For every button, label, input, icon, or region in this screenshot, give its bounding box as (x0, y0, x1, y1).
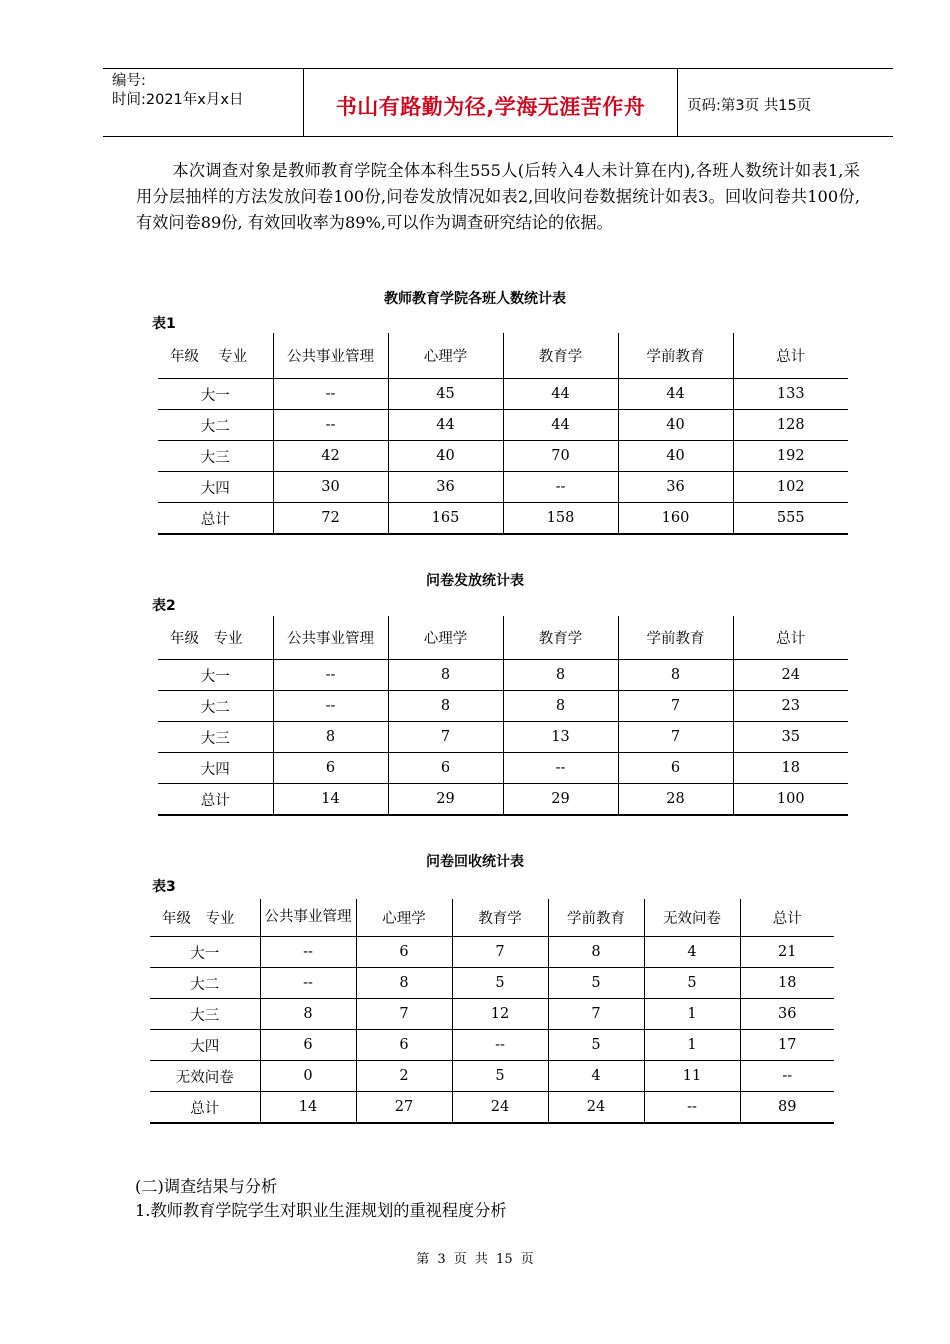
table-cell: 40 (618, 441, 733, 472)
table-cell: 89 (740, 1092, 834, 1124)
table-cell: 4 (644, 937, 740, 968)
table-cell: 7 (452, 937, 548, 968)
column-header: 心理学 (388, 333, 503, 379)
table-cell: 8 (273, 722, 388, 753)
table-cell: 24 (548, 1092, 644, 1124)
table-cell: -- (273, 660, 388, 691)
page-header (103, 68, 893, 137)
header-row (158, 333, 848, 379)
table-cell: 8 (548, 937, 644, 968)
table-row (150, 1061, 834, 1092)
table-cell: 5 (548, 1030, 644, 1061)
table-cell: 23 (733, 691, 848, 722)
table-cell: -- (260, 968, 356, 999)
header-row (158, 616, 848, 660)
row-label: 总计 (158, 503, 273, 535)
table-cell: 36 (618, 472, 733, 503)
table-cell: 5 (644, 968, 740, 999)
corner-header: 年级 专业 (158, 333, 273, 379)
table-cell: 133 (733, 379, 848, 410)
table-cell: 1 (644, 1030, 740, 1061)
table-cell: 44 (503, 410, 618, 441)
table-cell: 8 (503, 660, 618, 691)
table-row (158, 410, 848, 441)
table-cell: -- (273, 410, 388, 441)
table2-caption: 问卷发放统计表 (426, 573, 524, 589)
table-row (158, 660, 848, 691)
table-cell: 6 (618, 753, 733, 784)
table-cell: 7 (618, 691, 733, 722)
header-motto (304, 69, 678, 136)
table-cell: 24 (733, 660, 848, 691)
table-cell: 44 (618, 379, 733, 410)
table-cell: 28 (618, 784, 733, 816)
table-cell: 44 (388, 410, 503, 441)
table-cell: -- (503, 753, 618, 784)
table-cell: 40 (388, 441, 503, 472)
table-cell: 36 (388, 472, 503, 503)
column-header: 总计 (733, 616, 848, 660)
table-cell: 8 (388, 660, 503, 691)
table1-caption: 教师教育学院各班人数统计表 (384, 291, 566, 307)
table-cell: 7 (356, 999, 452, 1030)
table-row (158, 472, 848, 503)
table-row (158, 503, 848, 535)
table-row (158, 691, 848, 722)
table-cell: -- (273, 691, 388, 722)
table1-label: 表1 (152, 316, 176, 332)
table-cell: 6 (356, 937, 452, 968)
table3-label: 表3 (152, 879, 176, 895)
table-cell: 158 (503, 503, 618, 535)
page-code: 页码:第3页 共15页 (687, 98, 812, 114)
table-row (158, 722, 848, 753)
column-header: 心理学 (356, 899, 452, 937)
column-header: 总计 (740, 899, 834, 937)
column-header: 教育学 (503, 333, 618, 379)
table-cell: 5 (548, 968, 644, 999)
row-label: 总计 (158, 784, 273, 816)
table-cell: 192 (733, 441, 848, 472)
table-cell: 102 (733, 472, 848, 503)
row-label: 大四 (158, 472, 273, 503)
table-row (158, 784, 848, 816)
row-label: 大二 (150, 968, 260, 999)
header-page-code (678, 69, 893, 136)
column-header: 公共事业管理 (260, 899, 356, 937)
table-cell: 8 (388, 691, 503, 722)
table-cell: 6 (356, 1030, 452, 1061)
table-cell: 13 (503, 722, 618, 753)
table-cell: 6 (388, 753, 503, 784)
table-cell: 1 (644, 999, 740, 1030)
table3-caption: 问卷回收统计表 (426, 854, 524, 870)
table-cell: -- (260, 937, 356, 968)
column-header: 无效问卷 (644, 899, 740, 937)
table-cell: 35 (733, 722, 848, 753)
table-row (158, 379, 848, 410)
table-cell: 11 (644, 1061, 740, 1092)
row-label: 大三 (158, 722, 273, 753)
table-cell: 8 (618, 660, 733, 691)
serial-label: 编号: (112, 73, 146, 89)
table-cell: 8 (356, 968, 452, 999)
table-cell: -- (644, 1092, 740, 1124)
intro-paragraph (136, 158, 860, 236)
table-cell: 36 (740, 999, 834, 1030)
table-cell: 4 (548, 1061, 644, 1092)
table-cell: 45 (388, 379, 503, 410)
table-cell: -- (740, 1061, 834, 1092)
header-row (150, 899, 834, 937)
table-row (158, 441, 848, 472)
table-cell: 21 (740, 937, 834, 968)
row-label: 总计 (150, 1092, 260, 1124)
table-cell: 165 (388, 503, 503, 535)
table-cell: 72 (273, 503, 388, 535)
table-row (150, 968, 834, 999)
table-cell: 2 (356, 1061, 452, 1092)
table-cell: 7 (548, 999, 644, 1030)
table-cell: 18 (733, 753, 848, 784)
row-label: 大四 (158, 753, 273, 784)
table-cell: 12 (452, 999, 548, 1030)
table-cell: 6 (260, 1030, 356, 1061)
intro-text: 本次调查对象是教师教育学院全体本科生555人(后转入4人未计算在内),各班人数统计如表1,采用分层抽样的方法发放问卷100份,问卷发放情况如表2,回收问卷数据统计如表3。回收问卷共100份,有效问卷89份, 有效回收率为89%,可以作为调查研究结论的依据。 (136, 161, 860, 232)
column-header: 心理学 (388, 616, 503, 660)
table1 (158, 333, 848, 535)
table-row (150, 1092, 834, 1124)
table-cell: 6 (273, 753, 388, 784)
row-label: 大三 (158, 441, 273, 472)
column-header: 公共事业管理 (273, 616, 388, 660)
table-cell: 5 (452, 1061, 548, 1092)
table-cell: 44 (503, 379, 618, 410)
table-cell: 30 (273, 472, 388, 503)
table-cell: 555 (733, 503, 848, 535)
table-cell: 14 (273, 784, 388, 816)
corner-header: 年级 专业 (158, 616, 273, 660)
column-header: 公共事业管理 (273, 333, 388, 379)
row-label: 大二 (158, 691, 273, 722)
column-header: 总计 (733, 333, 848, 379)
table-cell: 8 (503, 691, 618, 722)
section-heading: (二)调查结果与分析 (135, 1177, 278, 1196)
table-cell: 17 (740, 1030, 834, 1061)
table2 (158, 616, 848, 816)
subsection-heading: 1.教师教育学院学生对职业生涯规划的重视程度分析 (135, 1201, 507, 1220)
table-row (150, 937, 834, 968)
table-cell: 40 (618, 410, 733, 441)
table-cell: -- (452, 1030, 548, 1061)
motto-text: 书山有路勤为径,学海无涯苦作舟 (335, 95, 646, 119)
page-footer: 第 3 页 共 15 页 (416, 1252, 534, 1267)
table-cell: 70 (503, 441, 618, 472)
table-cell: 29 (503, 784, 618, 816)
table2-label: 表2 (152, 598, 176, 614)
row-label: 大一 (158, 379, 273, 410)
table-row (158, 753, 848, 784)
header-meta (103, 69, 304, 136)
table-cell: -- (503, 472, 618, 503)
column-header: 学前教育 (548, 899, 644, 937)
row-label: 无效问卷 (150, 1061, 260, 1092)
table-cell: 24 (452, 1092, 548, 1124)
row-label: 大四 (150, 1030, 260, 1061)
table-cell: 160 (618, 503, 733, 535)
column-header: 学前教育 (618, 616, 733, 660)
time-label: 时间:2021年x月x日 (112, 92, 244, 108)
column-header: 教育学 (452, 899, 548, 937)
table-cell: 100 (733, 784, 848, 816)
table-cell: 128 (733, 410, 848, 441)
row-label: 大三 (150, 999, 260, 1030)
table-row (150, 999, 834, 1030)
table-cell: 29 (388, 784, 503, 816)
column-header: 教育学 (503, 616, 618, 660)
table-cell: 0 (260, 1061, 356, 1092)
table-cell: 27 (356, 1092, 452, 1124)
table-cell: 42 (273, 441, 388, 472)
table-cell: 7 (618, 722, 733, 753)
table-cell: -- (273, 379, 388, 410)
table-cell: 18 (740, 968, 834, 999)
table-cell: 14 (260, 1092, 356, 1124)
row-label: 大一 (158, 660, 273, 691)
row-label: 大一 (150, 937, 260, 968)
row-label: 大二 (158, 410, 273, 441)
corner-header: 年级 专业 (150, 899, 260, 937)
table-row (150, 1030, 834, 1061)
table-cell: 5 (452, 968, 548, 999)
table3 (150, 899, 834, 1124)
column-header: 学前教育 (618, 333, 733, 379)
table-cell: 7 (388, 722, 503, 753)
table-cell: 8 (260, 999, 356, 1030)
